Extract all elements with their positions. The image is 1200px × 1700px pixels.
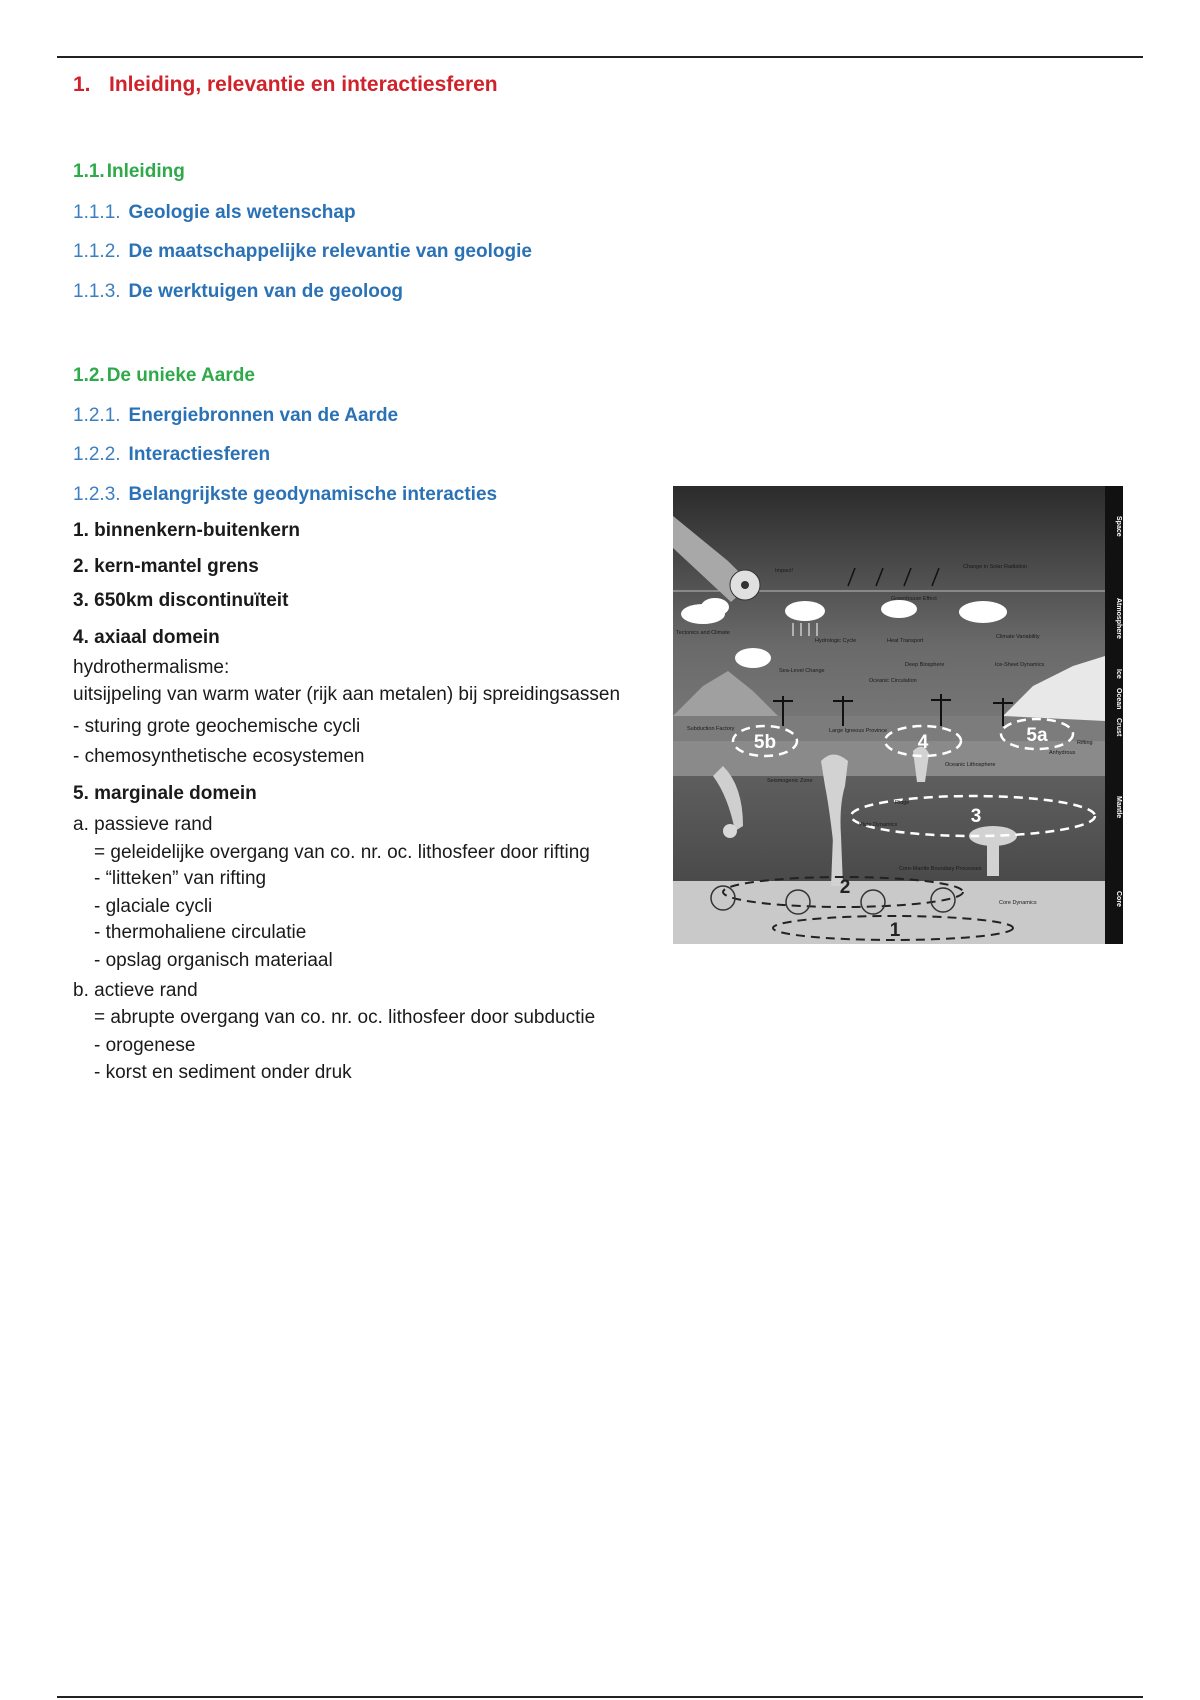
list-text: - korst en sediment onder druk <box>94 1062 352 1083</box>
list-item: 2. kern-mantel grens <box>73 556 259 577</box>
list-text: - chemosynthetische ecosystemen <box>73 746 365 767</box>
section-1-1-1-heading <box>73 202 356 224</box>
diagram-label: Oceanic Circulation <box>869 678 917 684</box>
diagram-label: Rifting <box>1077 740 1093 746</box>
cloud-icon <box>701 598 729 616</box>
section-1-1-2-heading <box>73 241 532 263</box>
cloud-icon <box>881 600 917 618</box>
section-title: De unieke Aarde <box>106 365 255 386</box>
list-text: - sturing grote geochemische cycli <box>73 716 361 737</box>
marker-5a: 5a <box>1026 725 1048 746</box>
list-text: = geleidelijke overgang van co. nr. oc. lithosfeer door rifting <box>94 842 590 863</box>
diagram-label: Core-Mantle Boundary Processes <box>899 866 982 872</box>
bottom-rule <box>57 1696 1143 1698</box>
list-item: 3. 650km discontinuïteit <box>73 590 289 611</box>
section-title: Inleiding <box>106 161 185 182</box>
section-1-2-2-heading <box>73 444 270 466</box>
side-label: Space <box>1115 516 1122 537</box>
section-title: Energiebronnen van de Aarde <box>128 405 399 426</box>
cloud-icon <box>785 601 825 621</box>
diagram-label: Anhydrous <box>1049 750 1076 756</box>
section-title: De maatschappelijke relevantie van geologie <box>128 241 532 262</box>
list-item: 4. axiaal domein <box>73 627 220 648</box>
plume-stem <box>987 836 999 876</box>
section-1-1-heading <box>73 161 185 183</box>
list-text: uitsijpeling van warm water (rijk aan metalen) bij spreidingsassen <box>73 684 621 705</box>
list-item: 5. marginale domein <box>73 783 257 804</box>
section-number: 1.2. <box>73 365 105 386</box>
diagram-label: Deep Biosphere <box>905 662 945 668</box>
list-text: - “litteken” van rifting <box>94 868 267 889</box>
diagram-label: Large Igneous Province <box>829 728 888 734</box>
list-text: b. actieve rand <box>73 980 198 1001</box>
side-label: Atmosphere <box>1115 598 1122 639</box>
list-text: - thermohaliene circulatie <box>94 922 307 943</box>
section-title: Geologie als wetenschap <box>128 202 356 223</box>
diagram-label: Oceanic Lithosphere <box>945 762 996 768</box>
list-text: a. passieve rand <box>73 814 213 835</box>
section-number: 1.2.1. <box>73 405 121 426</box>
diagram-label: Impact! <box>775 568 794 574</box>
side-label: Crust <box>1115 718 1122 737</box>
sphere-sidebar <box>1105 486 1123 944</box>
section-number: 1.2.3. <box>73 484 121 505</box>
list-item: 1. binnenkern-buitenkern <box>73 520 300 541</box>
marker-5b: 5b <box>753 732 777 753</box>
diagram-label: Seismogenic Zone <box>767 778 813 784</box>
diagram-label: Climate Variability <box>996 634 1040 640</box>
diagram-label: Ridge <box>895 800 910 806</box>
earth-interactions-diagram <box>673 486 1123 944</box>
diagram-label: Heat Transport <box>887 638 924 644</box>
section-1-2-heading <box>73 365 255 387</box>
slab-drip <box>723 824 737 838</box>
section-title: Belangrijkste geodynamische interacties <box>128 484 498 505</box>
section-number: 1.1. <box>73 161 105 182</box>
marker-4: 4 <box>917 732 929 753</box>
marker-1: 1 <box>889 920 901 941</box>
section-number: 1.1.1. <box>73 202 121 223</box>
section-number: 1.1.2. <box>73 241 121 262</box>
diagram-label: Hydrologic Cycle <box>815 638 857 644</box>
section-1-2-3-heading <box>73 484 497 506</box>
section-1-1-3-heading <box>73 281 403 303</box>
diagram-label: Ice-Sheet Dynamics <box>995 662 1045 668</box>
section-1-2-1-heading <box>73 405 398 427</box>
list-text: hydrothermalisme: <box>73 657 230 678</box>
meteor-core <box>741 581 749 589</box>
cloud-icon <box>959 601 1007 623</box>
diagram-label: Tectonics and Climate <box>676 630 730 636</box>
diagram-label: Greenhouse Effect <box>891 596 937 602</box>
diagram-label: Subduction Factory <box>687 726 735 732</box>
section-title: Inleiding, relevantie en interactiesferen <box>109 73 498 96</box>
section-number: 1.2.2. <box>73 444 121 465</box>
side-label: Core <box>1115 891 1122 907</box>
cloud-icon <box>735 648 771 668</box>
section-number: 1.1.3. <box>73 281 121 302</box>
side-label: Mantle <box>1115 796 1122 819</box>
diagram-label: Core Dynamics <box>999 900 1037 906</box>
marker-2: 2 <box>839 877 851 898</box>
diagram-label: Change in Solar Radiation <box>963 564 1028 570</box>
section-1-heading <box>73 73 498 97</box>
section-number: 1. <box>73 73 91 96</box>
list-text: - glaciale cycli <box>94 896 213 917</box>
list-text: = abrupte overgang van co. nr. oc. lithosfeer door subductie <box>94 1007 596 1028</box>
list-text: - opslag organisch materiaal <box>94 950 333 971</box>
side-label: Ice <box>1115 669 1122 679</box>
section-title: Interactiesferen <box>128 444 271 465</box>
section-title: De werktuigen van de geoloog <box>128 281 404 302</box>
list-text: - orogenese <box>94 1035 196 1056</box>
marker-3: 3 <box>970 806 982 827</box>
side-label: Ocean <box>1115 688 1122 710</box>
diagram-label: Sea-Level Change <box>779 668 825 674</box>
top-rule <box>57 56 1143 58</box>
diagram-label: Plate Dynamics <box>859 822 898 828</box>
